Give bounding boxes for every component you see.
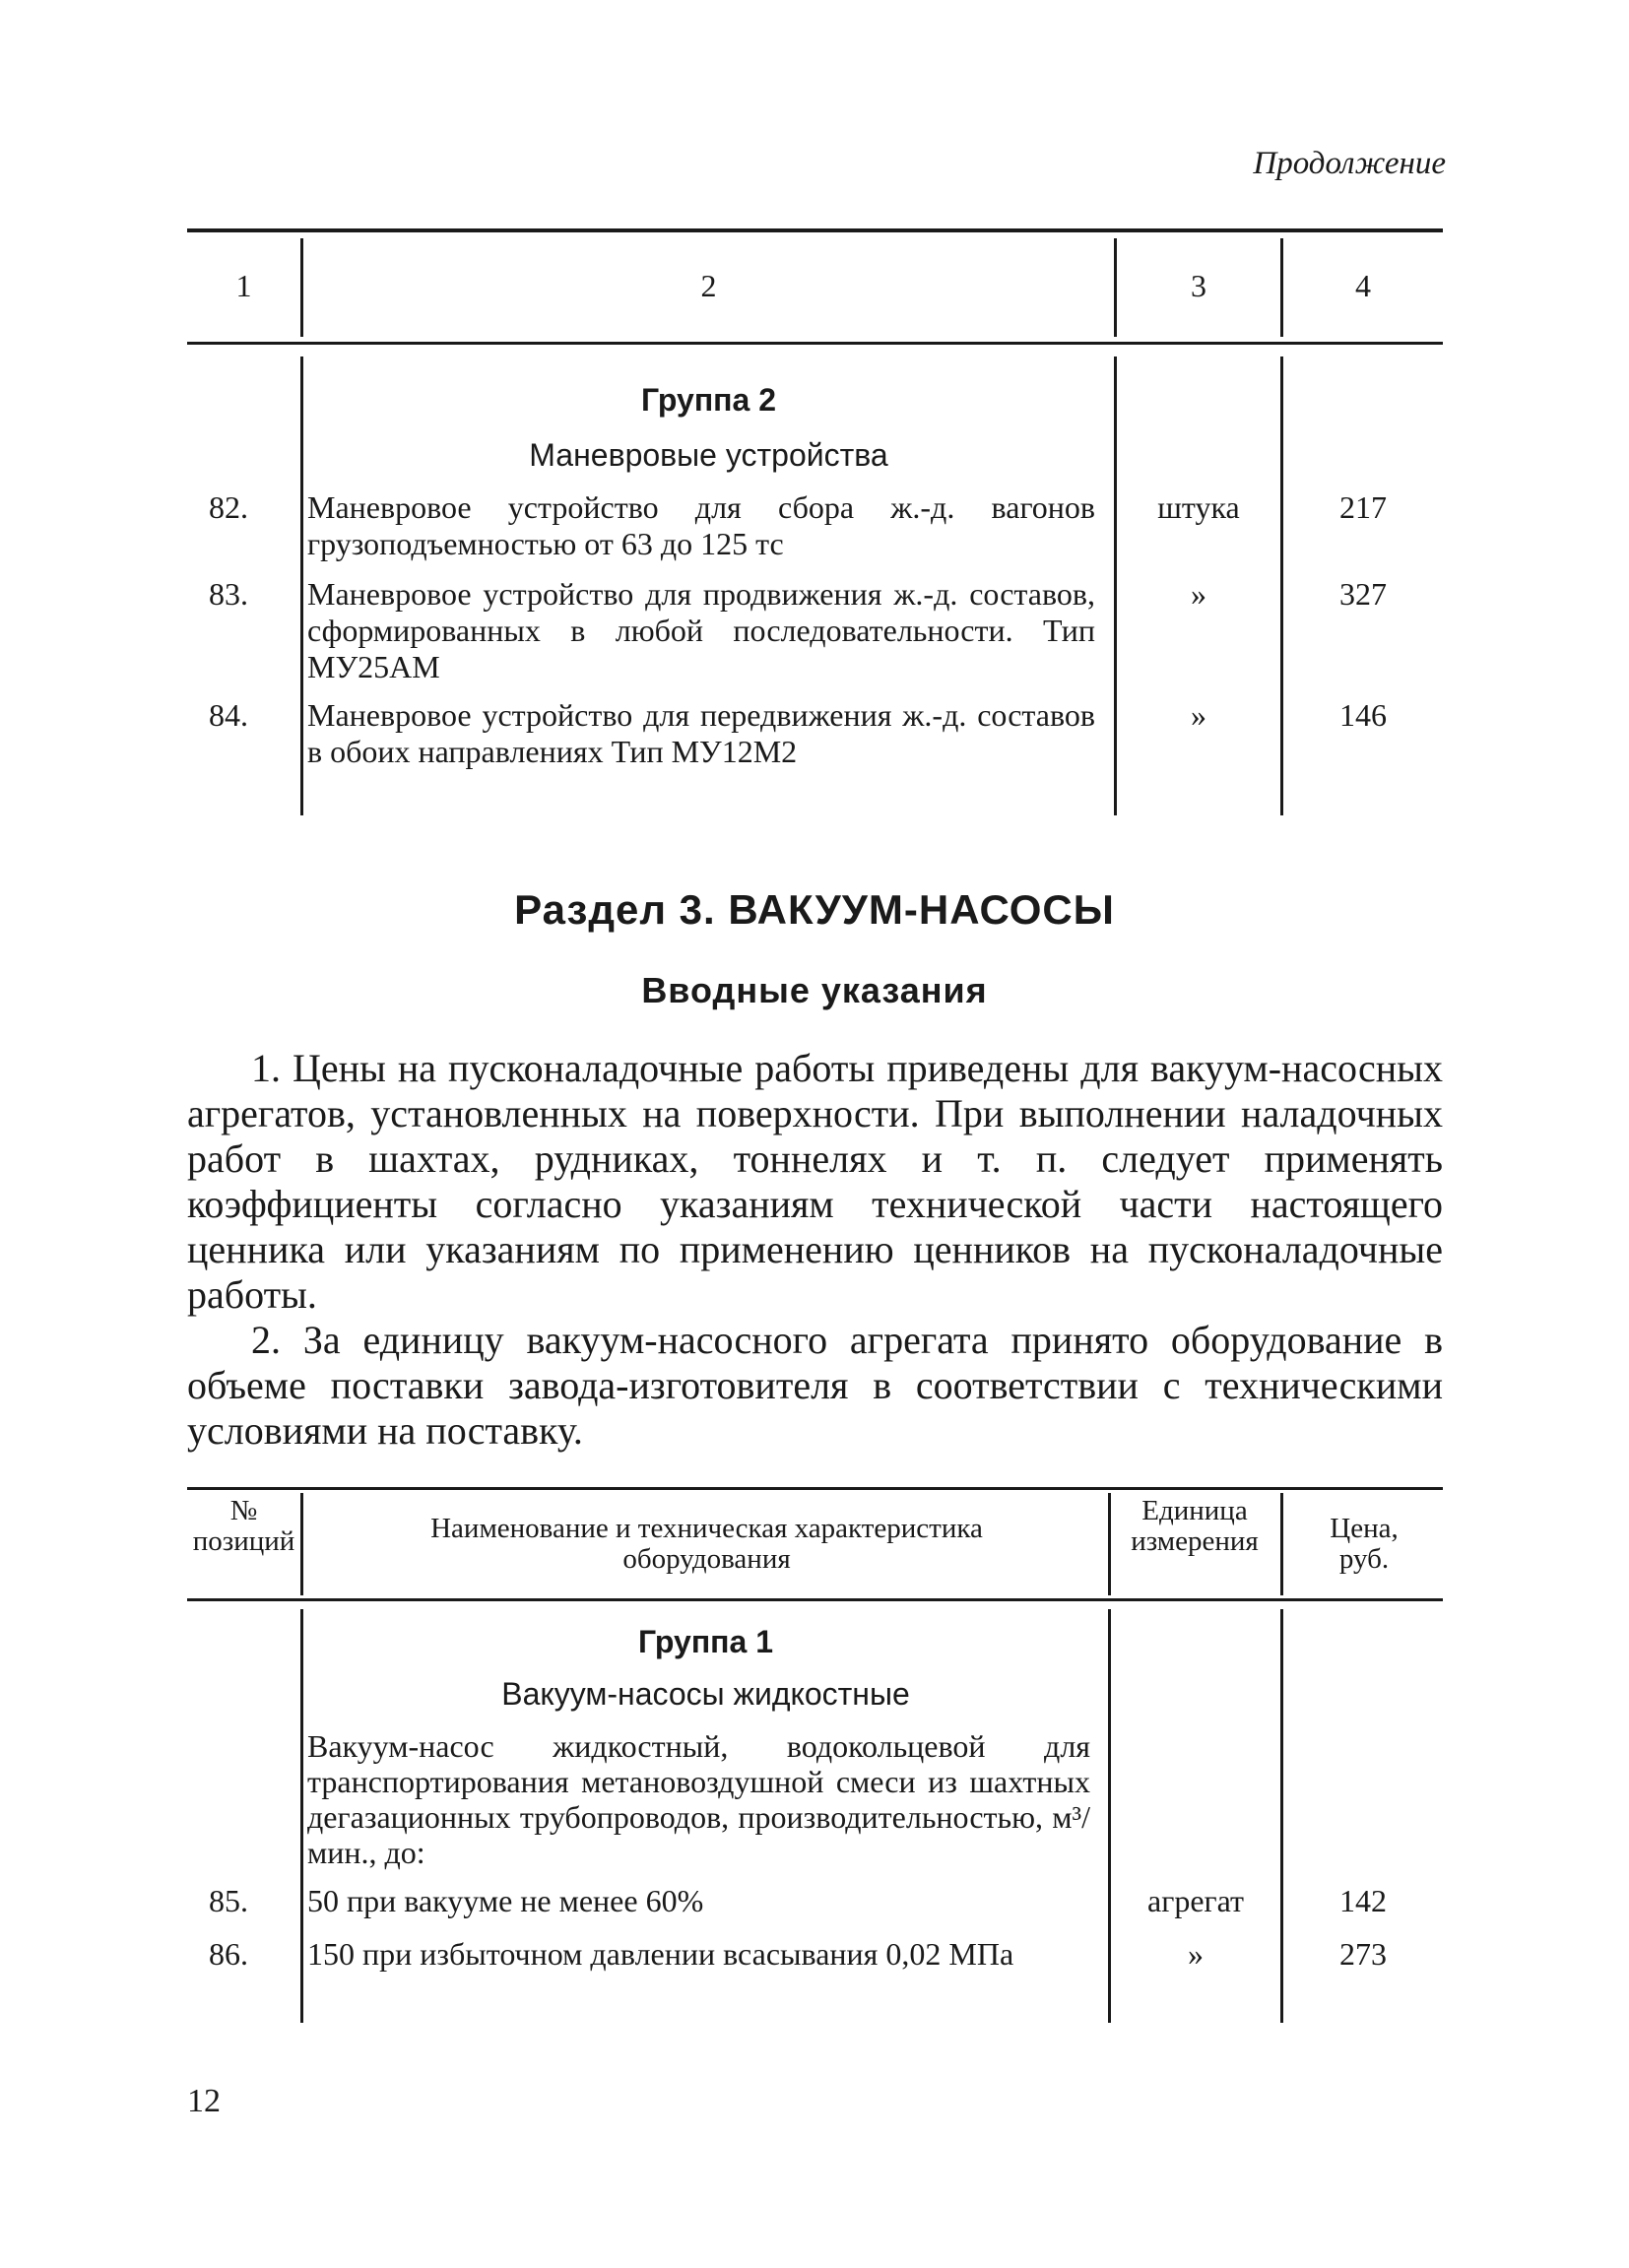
table-row-number: 85. (209, 1883, 248, 1918)
table-row-number: 84. (209, 697, 248, 733)
table-row-unit: агрегат (1146, 1883, 1244, 1918)
table-1-body-divider (300, 356, 303, 815)
table-1-top-rule (187, 228, 1443, 232)
table-1-col-header-2: 2 (700, 268, 717, 303)
table-row-price: 327 (1339, 576, 1387, 612)
table-2-header-divider (1280, 1493, 1283, 1595)
table-row-price: 273 (1339, 1936, 1387, 1972)
table-1-col-header-3: 3 (1191, 268, 1206, 303)
table-2-header-divider (1108, 1493, 1111, 1595)
table-2-group-subtitle: Вакуум-насосы жидкостные (501, 1676, 910, 1712)
table-row-number: 83. (209, 576, 248, 612)
table-2-top-rule (187, 1487, 1443, 1490)
table-2-body-divider (300, 1609, 303, 2023)
table-row-unit: » (1188, 1936, 1204, 1972)
intro-paragraph-2: 2. За единицу вакуум-насосного агрегата принято оборудование в объеме поставки завода-изготовителя в соответствии с техническими условиями на поставку. (187, 1318, 1443, 1453)
table-row-description: 150 при избыточном давлении всасывания 0,02 МПа (307, 1936, 1014, 1972)
table-2-header-price: Цена, руб. (1330, 1513, 1399, 1575)
table-1-col-header-1: 1 (235, 268, 252, 303)
table-row-unit: » (1191, 576, 1206, 612)
table-row-price: 142 (1339, 1883, 1387, 1918)
table-row-price: 146 (1339, 697, 1387, 733)
table-row-description: 50 при вакууме не менее 60% (307, 1883, 704, 1918)
table-2-header-number: № позиций (192, 1495, 295, 1557)
table-2-header-name: Наименование и техническая характеристика оборудования (430, 1513, 983, 1575)
table-row-number: 82. (209, 489, 248, 525)
table-1-group-subtitle: Маневровые устройства (529, 437, 888, 473)
table-row-price: 217 (1339, 489, 1387, 525)
section-title: Раздел 3. ВАКУУМ-НАСОСЫ (514, 886, 1115, 933)
table-row-unit: штука (1157, 489, 1240, 525)
table-2-group-title: Группа 1 (638, 1624, 773, 1659)
table-row-description: Маневровое устройство для сбора ж.-д. вагонов грузоподъемностью от 63 до 125 тс (307, 489, 1095, 561)
table-row-unit: » (1191, 697, 1206, 733)
table-1-header-rule (187, 342, 1443, 345)
table-row-number: 86. (209, 1936, 248, 1972)
table-row-description: Маневровое устройство для передвижения ж.-д. составов в обоих направлениях Тип МУ12М2 (307, 697, 1095, 769)
table-2-header-rule (187, 1598, 1443, 1601)
table-row-description: Маневровое устройство для продвижения ж.-д. составов, сформированных в любой последовательности. Тип МУ25АМ (307, 576, 1095, 684)
intro-paragraph-1: 1. Цены на пусконаладочные работы приведены для вакуум-насосных агрегатов, установленных на поверхности. При выполнении наладочных работ в шахтах, рудниках, тоннелях и т. п. следует применять коэффициенты согласно указаниям технической части настоящего ценника или указаниям по применению ценников на пусконаладочные работы. (187, 1046, 1443, 1317)
table-2-header-divider (300, 1493, 303, 1595)
table-2-header-unit: Единица измерения (1131, 1495, 1259, 1557)
section-subtitle: Вводные указания (641, 970, 988, 1010)
table-1-col-header-4: 4 (1355, 268, 1371, 303)
continuation-label: Продолжение (1253, 146, 1446, 181)
table-2-intro-description: Вакуум-насос жидкостный, водокольцевой для транспортирования метановоздушной смеси из шахтных дегазационных трубопроводов, производительностью, м³/мин., до: (307, 1728, 1090, 1870)
table-1-group-title: Группа 2 (641, 382, 776, 418)
page-number: 12 (187, 2083, 221, 2119)
